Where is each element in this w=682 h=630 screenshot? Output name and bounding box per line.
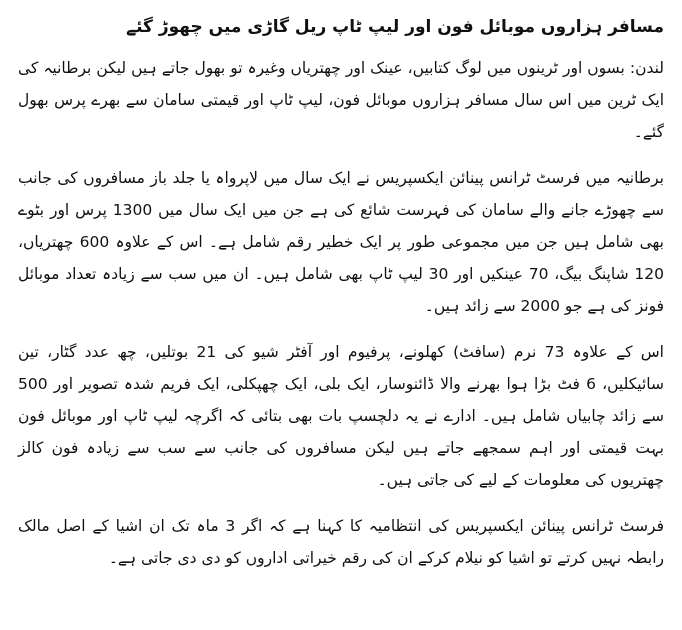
article-headline: مسافر ہزاروں موبائل فون اور لیپ ٹاپ ریل گاڑی میں چھوڑ گئے xyxy=(126,17,664,37)
article-paragraph-4: فرسٹ ٹرانس پینائن ایکسپریس کی انتظامیہ کا کہنا ہے کہ اگر 3 ماہ تک ان اشیا کے اصل مالک رابطہ نہیں کرتے تو اشیا کو نیلام کرکے ان کی رقم خیراتی اداروں کو دی دی جاتی ہے۔ xyxy=(18,517,664,567)
article-paragraph-3: اس کے علاوہ 73 نرم (سافٹ) کھلونے، پرفیوم اور آفٹر شیو کی 21 بوتلیں، چھ عدد گٹار، تین سائیکلیں، 6 فٹ بڑا ہوا بھرنے والا ڈائنوسار، ایک بلی، ایک چھپکلی، ایک فریم شدہ تصویر اور 500 سے زائد چابیاں شامل ہیں۔ ادارے نے یہ دلچسپ بات بھی بتائی کہ اگرچہ لیپ ٹاپ اور موبائل فون بہت قیمتی اور اہم سمجھے جاتے ہیں لیکن مسافروں کی جانب سے سب سے زیادہ فون کالز چھتریوں کی معلومات کے لیے کی جاتی ہیں۔ xyxy=(18,343,664,489)
article-paragraph-1: لندن: بسوں اور ٹرینوں میں لوگ کتابیں، عینک اور چھتریاں وغیرہ تو بھول جاتے ہیں لیکن برطانیہ کی ایک ٹرین میں اس سال مسافر ہزاروں موبائل فون، لیپ ٹاپ اور قیمتی سامان سے بھرے پرس بھول گئے۔ xyxy=(18,59,664,141)
article-paragraph-2: برطانیہ میں فرسٹ ٹرانس پینائن ایکسپریس نے ایک سال میں لاپرواہ یا جلد باز مسافروں کی جانب سے چھوڑے جانے والے سامان کی فہرست شائع کی ہے جن میں ایک سال میں 1300 پرس اور بٹوے بھی شامل ہیں جن میں مجموعی طور پر ایک خطیر رقم شامل ہے۔ اس کے علاوہ 600 چھتریاں، 120 شاپنگ بیگ، 70 عینکیں اور 30 لیپ ٹاپ بھی شامل ہیں۔ ان میں سب سے زیادہ تعداد موبائل فونز کی ہے جو 2000 سے زائد ہیں۔ xyxy=(18,169,665,315)
